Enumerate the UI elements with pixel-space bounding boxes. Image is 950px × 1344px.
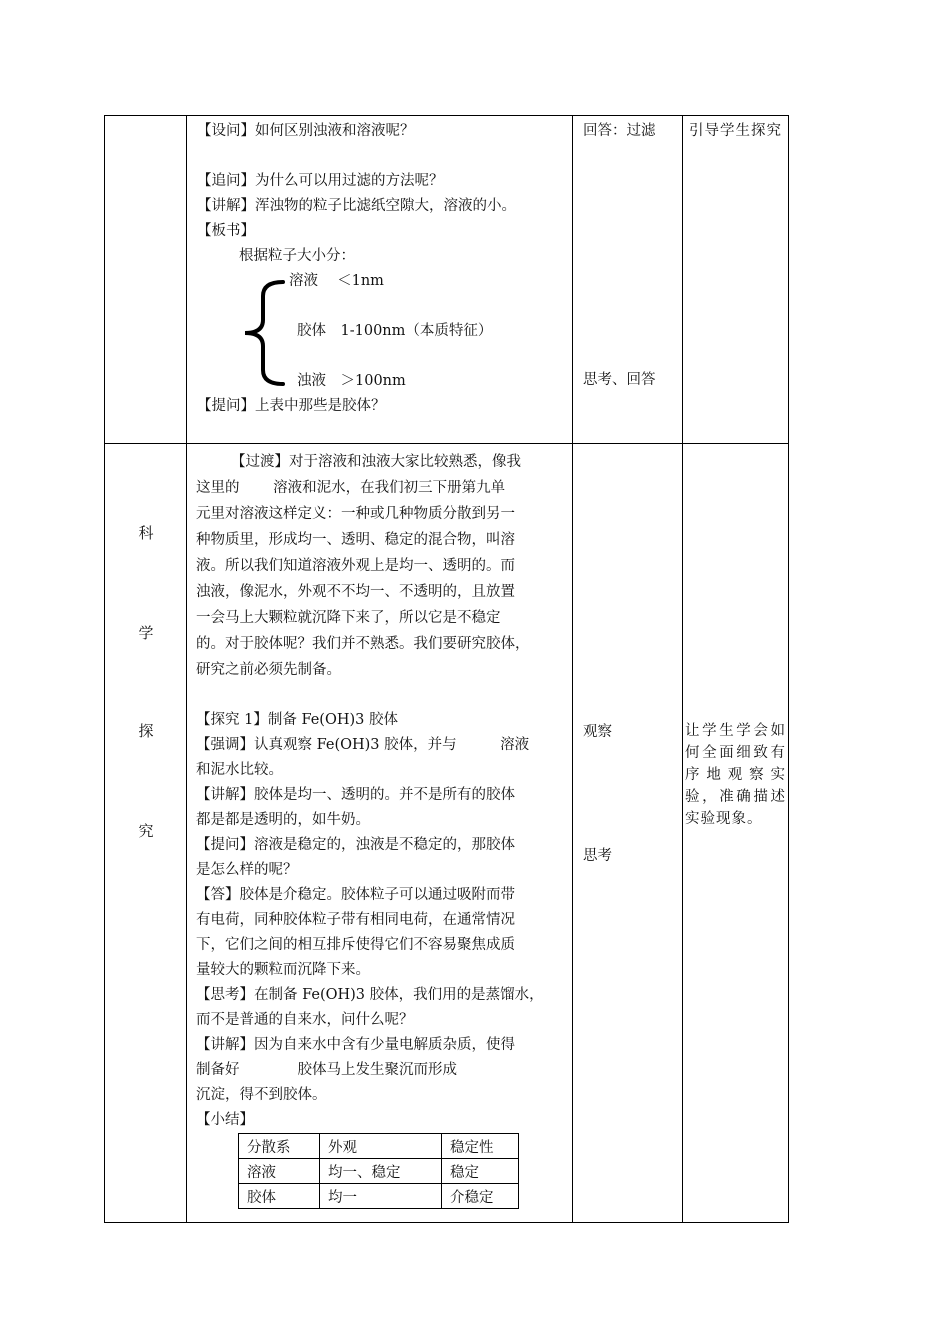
stage-char: 究 xyxy=(138,822,154,840)
table-cell: 溶液 xyxy=(239,1159,320,1184)
design-intent-text: 让学生学会如何全面细致有序地观察实验，准确描述实验现象。 xyxy=(685,723,786,827)
table-header-cell: 稳定性 xyxy=(442,1134,519,1159)
emphasis-text: 【强调】认真观察 Fe(OH)3 胶体，并与 溶液 xyxy=(196,737,530,753)
design-intent-cell xyxy=(683,116,789,444)
stage-char: 探 xyxy=(138,722,154,740)
curly-brace-icon xyxy=(237,278,287,388)
student-activity-cell xyxy=(573,116,683,444)
answer-text: 有电荷，同种胶体粒子带有相同电荷，在通常情况 xyxy=(196,912,515,928)
table-cell: 稳定 xyxy=(442,1159,519,1184)
think-text: 而不是普通的自来水，问什么呢？ xyxy=(196,1012,414,1028)
teacher-activity-cell xyxy=(187,444,573,1223)
question-text: 【提问】溶液是稳定的，浊液是不稳定的，那胶体 xyxy=(196,837,515,853)
lesson-plan-table xyxy=(104,115,789,1223)
answer-text: 量较大的颗粒而沉降下来。 xyxy=(196,962,370,978)
classify-label: 根据粒子大小分： xyxy=(239,248,355,264)
answer-text: 【答】胶体是介稳定。胶体粒子可以通过吸附而带 xyxy=(196,887,515,903)
student-answer: 回答：过滤 xyxy=(583,123,656,139)
stage-char: 科 xyxy=(138,524,154,542)
explanation-text: 【讲解】胶体是均一、透明的。并不是所有的胶体 xyxy=(196,787,515,803)
table-row xyxy=(105,116,789,444)
answer-text: 下，它们之间的相互排斥使得它们不容易聚焦成质 xyxy=(196,937,515,953)
question-text: 【设问】如何区别浊液和溶液呢？ xyxy=(197,123,415,139)
explanation-text: 都是都是透明的，如牛奶。 xyxy=(196,812,370,828)
stage-cell xyxy=(105,444,187,1223)
summary-label: 【小结】 xyxy=(196,1112,254,1128)
suspension-size: 浊液 ＞100nm xyxy=(297,373,406,389)
explanation-text: 【讲解】浑浊物的粒子比滤纸空隙大，溶液的小。 xyxy=(197,198,516,214)
student-activity-text: 观察 xyxy=(583,724,612,740)
think-text: 【思考】在制备 Fe(OH)3 胶体，我们用的是蒸馏水， xyxy=(196,987,544,1003)
design-intent-text: 引导学生探究 xyxy=(689,123,782,139)
stage-char: 学 xyxy=(138,624,154,642)
table-cell: 均一 xyxy=(320,1184,442,1209)
table-cell: 介稳定 xyxy=(442,1184,519,1209)
inquiry-title: 【探究 1】制备 Fe(OH)3 胶体 xyxy=(196,712,398,728)
student-activity-text: 思考 xyxy=(583,848,612,864)
teacher-activity-cell xyxy=(187,116,573,444)
table-row xyxy=(239,1159,519,1184)
transition-paragraph: 【过渡】对于溶液和浊液大家比较熟悉，像我 这里的 溶液和泥水，在我们初三下册第九单 元里对溶液这样定义：一种或几种物质分散到另一 种物质里，形成均一、透明、稳定的混合物，叫溶 液。所以我们知道溶液外观上是均一、透明的。而 浊液，像泥水，外观不不均一、不透明的，且放置 一会马上大颗粒就沉降下来了，所以它是不稳定 的。对于胶体呢？我们并不熟悉。我们要研究胶体， 研究之前必须先制备。 xyxy=(196,454,530,678)
question-text: 是怎么样的呢？ xyxy=(196,862,298,878)
table-row xyxy=(105,444,789,1223)
solution-size: 溶液 ＜1nm xyxy=(289,273,384,289)
student-answer: 思考、回答 xyxy=(583,372,656,388)
summary-table xyxy=(238,1133,519,1209)
student-activity-cell xyxy=(573,444,683,1223)
table-cell: 胶体 xyxy=(239,1184,320,1209)
table-header-row xyxy=(239,1134,519,1159)
table-header-cell: 外观 xyxy=(320,1134,442,1159)
explanation-text: 【讲解】因为自来水中含有少量电解质杂质，使得 xyxy=(196,1037,515,1053)
table-row xyxy=(239,1184,519,1209)
table-header-cell: 分散系 xyxy=(239,1134,320,1159)
board-label: 【板书】 xyxy=(197,223,255,239)
stage-cell xyxy=(105,116,187,444)
explanation-text: 制备好 胶体马上发生聚沉而形成 xyxy=(196,1062,457,1078)
table-cell: 均一、稳定 xyxy=(320,1159,442,1184)
colloid-size: 胶体 1-100nm（本质特征） xyxy=(297,323,493,339)
design-intent-cell xyxy=(683,444,789,1223)
explanation-text: 沉淀，得不到胶体。 xyxy=(196,1087,327,1103)
emphasis-text: 和泥水比较。 xyxy=(196,762,283,778)
follow-up-question: 【追问】为什么可以用过滤的方法呢？ xyxy=(197,173,444,189)
question-text: 【提问】上表中那些是胶体？ xyxy=(197,398,386,414)
